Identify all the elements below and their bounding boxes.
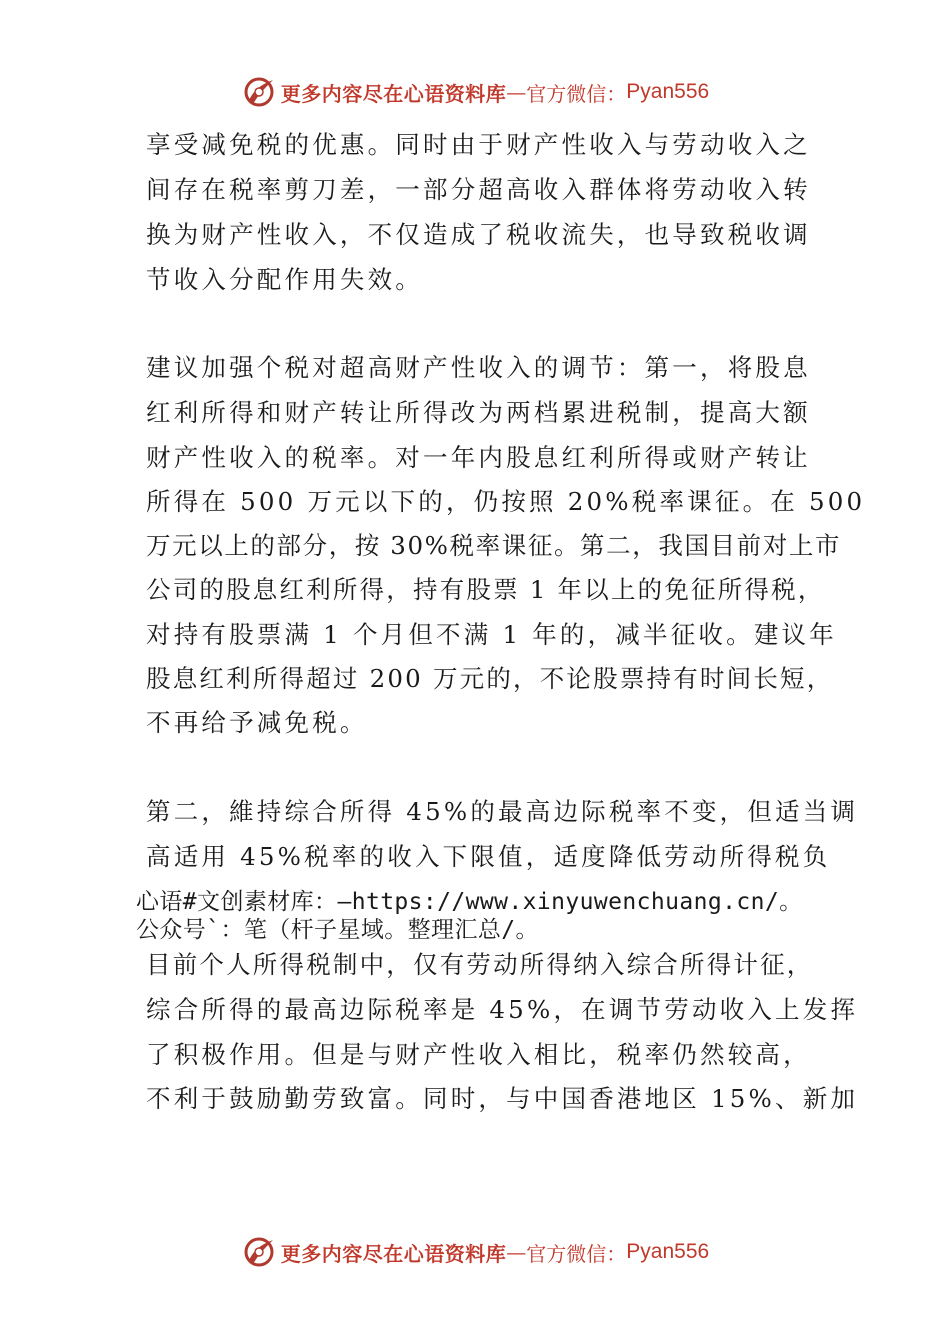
text-line: 所得在 500 万元以下的，仍按照 20%税率课征。在 500: [146, 487, 866, 516]
brand-logo-icon: [241, 1234, 277, 1270]
text-line: 节收入分配作用失效。: [146, 265, 423, 294]
banner-wechat-id: Pyan556: [626, 80, 710, 103]
text-line: 第二，維持综合所得 45%的最高边际税率不变，但适当调: [146, 797, 859, 826]
text-line: 综合所得的最高边际税率是 45%，在调节劳动收入上发挥: [146, 995, 859, 1024]
text-line: 公司的股息红利所得，持有股票 1 年以上的免征所得税，: [146, 575, 825, 604]
text-line: 了积极作用。但是与财产性收入相比，税率仍然较高，: [146, 1040, 811, 1069]
watermark-line: 心语#文创素材库：—https://www.xinyuwenchuang.cn/。: [136, 889, 803, 915]
text-line: 财产性收入的税率。对一年内股息红利所得或财产转让: [146, 443, 811, 472]
text-line: 享受减免税的优惠。同时由于财产性收入与劳动收入之: [146, 130, 811, 159]
brand-logo-icon: [241, 74, 277, 110]
text-line: 目前个人所得税制中，仅有劳动所得纳入综合所得计征，: [146, 950, 814, 979]
text-line: 对持有股票满 1 个月但不满 1 年的，减半征收。建议年: [146, 620, 837, 649]
text-line: 红利所得和财产转让所得改为两档累进税制，提高大额: [146, 398, 811, 427]
header-banner: [0, 72, 950, 112]
text-line: 高适用 45%税率的收入下限值，适度降低劳动所得税负: [146, 842, 831, 871]
banner-brand: 更多内容尽在心语资料库: [280, 1241, 507, 1266]
text-line: 间存在税率剪刀差，一部分超高收入群体将劳动收入转: [146, 175, 811, 204]
text-line: 不再给予减免税。: [146, 708, 368, 737]
text-line: 股息红利所得超过 200 万元的，不论股票持有时间长短，: [146, 664, 834, 693]
banner-wechat-label: 官方微信：: [526, 81, 627, 106]
text-line: 建议加强个税对超高财产性收入的调节：第一，将股息: [146, 353, 811, 382]
text-line: 换为财产性收入，不仅造成了税收流失，也导致税收调: [146, 220, 811, 249]
banner-wechat-id: Pyan556: [626, 1240, 710, 1263]
footer-banner: [0, 1232, 950, 1272]
text-line: 不利于鼓励勤劳致富。同时，与中国香港地区 15%、新加: [146, 1084, 859, 1113]
watermark-line: 公众号`：笔（杆子星域。整理汇总/。: [136, 917, 539, 943]
banner-separator: —: [506, 80, 527, 104]
banner-brand: 更多内容尽在心语资料库: [280, 81, 507, 106]
banner-separator: —: [506, 1240, 527, 1264]
text-line: 万元以上的部分，按 30%税率课征。第二，我国目前对上市: [146, 531, 842, 560]
banner-wechat-label: 官方微信：: [526, 1241, 627, 1266]
